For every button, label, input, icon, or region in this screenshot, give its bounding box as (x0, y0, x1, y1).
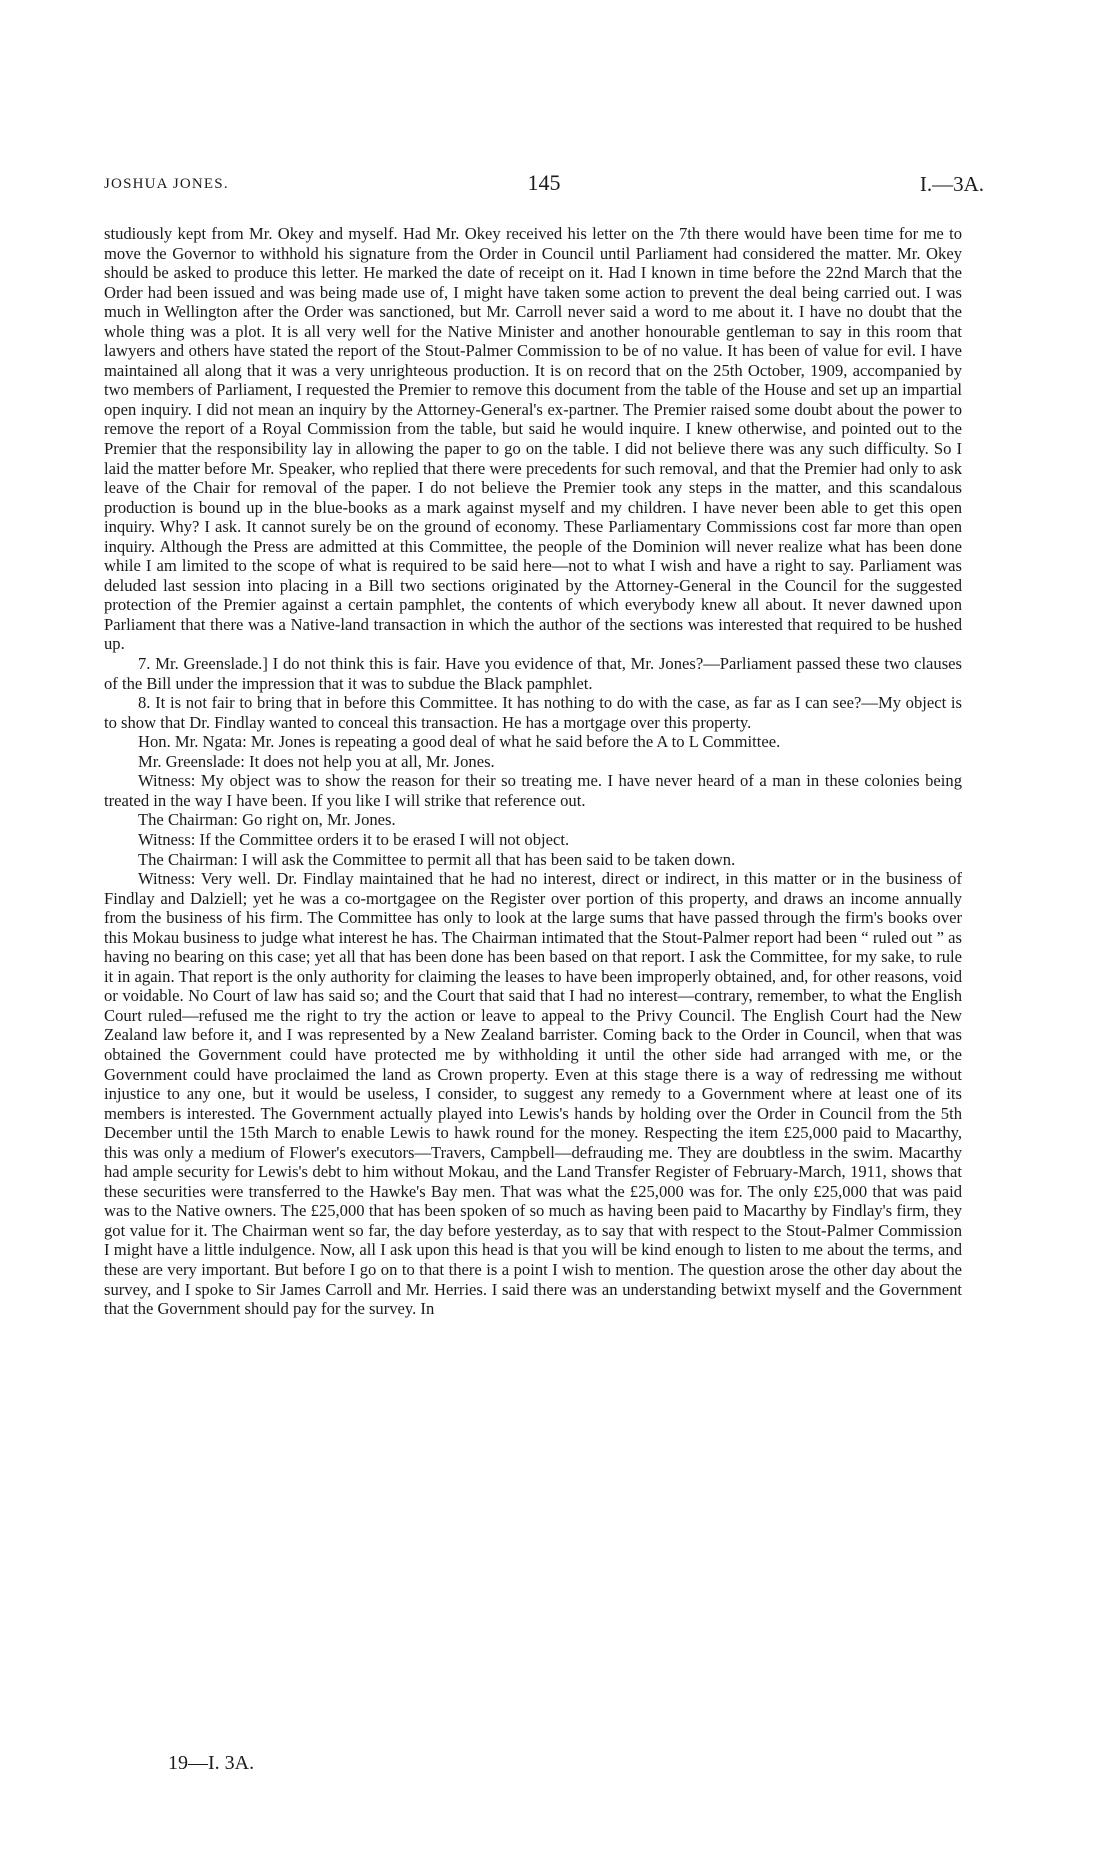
question-7: 7. Mr. Greenslade.] I do not think this is fair. Have you evidence of that, Mr. Jones?—Parliament passed these two clauses of the Bill under the impression that it was to subdue the Black pamphlet. (104, 654, 962, 693)
page-header (104, 172, 984, 202)
chairman-remark-2: The Chairman: I will ask the Committee to permit all that has been said to be taken down. (138, 849, 736, 869)
signature-mark: 19—I. 3A. (168, 1752, 255, 1774)
body-text (104, 224, 962, 1319)
witness-statement-2: Witness: If the Committee orders it to be erased I will not object. (138, 829, 570, 849)
question-8: 8. It is not fair to bring that in before this Committee. It has nothing to do with the case, as far as I can see?—My object is to show that Dr. Findlay wanted to conceal this transaction. He has a mortgage over this property. (104, 693, 962, 732)
paper-reference: I.—3A. (919, 172, 984, 196)
chairman-remark-1: The Chairman: Go right on, Mr. Jones. (138, 810, 396, 830)
running-head-witness: JOSHUA JONES. (104, 176, 229, 192)
paragraph-continuation: studiously kept from Mr. Okey and myself. Had Mr. Okey received his letter on the 7th there would have been time for me to move the Governor to withhold his signature from the Order in Council until Parliament had considered the matter. Mr. Okey should be asked to produce this letter. He marked the date of receipt on it. Had I known in time before the 22nd March that the Order had been issued and was being made use of, I might have taken some action to prevent the deal being carried out. I was much in Wellington after the Order was sanctioned, but Mr. Carroll never said a word to me about it. I have no doubt that the whole thing was a plot. It is all very well for the Native Minister and another honourable gentleman to say in this room that lawyers and others have stated the report of the Stout-Palmer Commission to be of no value. It has been of value for evil. I have maintained all along that it was a very unrighteous production. It is on record that on the 25th October, 1909, accompanied by two members of Parliament, I requested the Premier to remove this document from the table of the House and set up an impartial open inquiry. I did not mean an inquiry by the Attorney-General's ex-partner. The Premier raised some doubt about the power to remove the report of a Royal Commission from the table, but said he would inquire. I knew otherwise, and pointed out to the Premier that the responsibility lay in allowing the paper to go on the table. I did not believe there was any such difficulty. So I laid the matter before Mr. Speaker, who replied that there were precedents for such removal, and that the Premier had only to ask leave of the Chair for removal of the paper. I do not believe the Premier took any steps in the matter, and this scandalous production is bound up in the blue-books as a mark against myself and my children. I have never been able to get this open inquiry. Why? I ask. It cannot surely be on the ground of economy. These Parliamentary Commissions cost far more than open inquiry. Although the Press are admitted at this Committee, the people of the Dominion will never realize what has been done while I am limited to the scope of what is required to be said here—not to what I wish and have a right to say. Parliament was deluded last session into placing in a Bill two sections originated by the Attorney-General in the Council for the suggested protection of the Premier against a certain pamphlet, the contents of which everybody knew all about. It never dawned upon Parliament that there was a Native-land transaction in which the author of the sections was interested that required to be hushed up. (104, 224, 962, 654)
remark-ngata: Hon. Mr. Ngata: Mr. Jones is repeating a good deal of what he said before the A to L Committee. (138, 732, 781, 752)
witness-statement-1: Witness: My object was to show the reason for their so treating me. I have never heard of a man in these colonies being treated in the way I have been. If you like I will strike that reference out. (104, 771, 962, 810)
page-number: 145 (527, 170, 561, 195)
remark-greenslade: Mr. Greenslade: It does not help you at all, Mr. Jones. (138, 751, 495, 771)
witness-statement-3: Witness: Very well. Dr. Findlay maintained that he had no interest, direct or indirect, in this matter or in the business of Findlay and Dalziell; yet he was a co-mortgagee on the Register over portion of this property, and draws an income annually from the business of his firm. The Committee has only to look at the large sums that have passed through the firm's books over this Mokau business to judge what interest he has. The Chairman intimated that the Stout-Palmer report had been “ ruled out ” as having no bearing on this case; yet all that has been done has been based on that report. I ask the Committee, for my sake, to rule it in again. That report is the only authority for claiming the leases to have been improperly obtained, and, for other reasons, void or voidable. No Court of law has said so; and the Court that said that I had no interest—contrary, remember, to what the English Court ruled—refused me the right to try the action or leave to appeal to the Privy Council. The English Court had the New Zealand law before it, and I was represented by a New Zealand barrister. Coming back to the Order in Council, when that was obtained the Government could have protected me by withholding it until the other side had arranged with me, or the Government could have proclaimed the land as Crown property. Even at this stage there is a way of redressing me without injustice to any one, but it would be useless, I consider, to suggest any remedy to a Government where at least one of its members is interested. The Government actually played into Lewis's hands by holding over the Order in Council from the 5th December until the 15th March to enable Lewis to hawk round for the money. Respecting the item £25,000 paid to Macarthy, this was only a medium of Flower's executors—Travers, Campbell—defrauding me. They are doubtless in the swim. Macarthy had ample security for Lewis's debt to him without Mokau, and the Land Transfer Register of February-March, 1911, shows that these securities were transferred to the Hawke's Bay men. That was what the £25,000 was for. The only £25,000 that was paid was to the Native owners. The £25,000 that has been spoken of so much as having been paid to Macarthy by Findlay's firm, they got value for it. The Chairman went so far, the day before yesterday, as to say that with respect to the Stout-Palmer Commission I might have a little indulgence. Now, all I ask upon this head is that you will be kind enough to listen to me about the terms, and these are very important. But before I go on to that there is a point I wish to mention. The question arose the other day about the survey, and I spoke to Sir James Carroll and Mr. Herries. I said there was an understanding betwixt myself and the Government that the Government should pay for the survey. In (104, 869, 962, 1319)
